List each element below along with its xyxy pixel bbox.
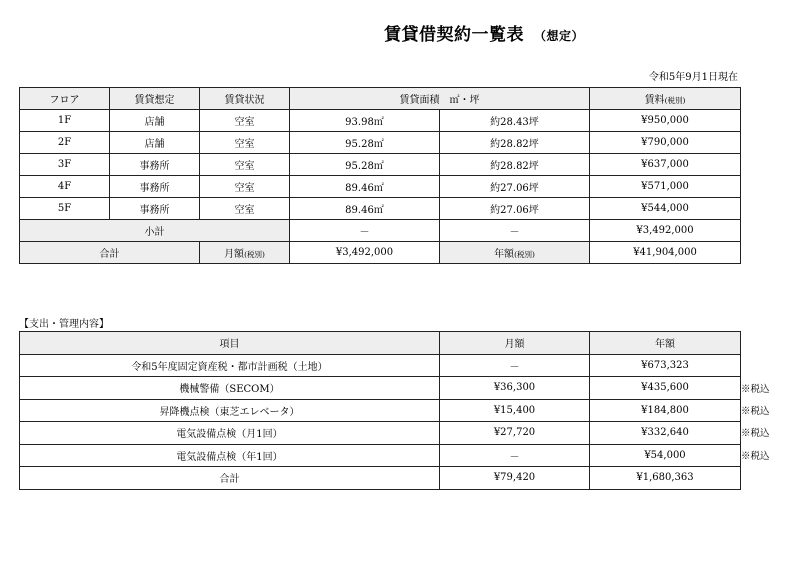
table-row bbox=[20, 399, 741, 422]
use-cell: 事務所 bbox=[110, 154, 200, 176]
tax-note: ※税込 bbox=[741, 406, 770, 417]
area-tsubo-cell: 約27.06坪 bbox=[440, 198, 590, 220]
item-cell: 機械警備（SECOM） bbox=[20, 377, 440, 400]
status-cell: 空室 bbox=[200, 154, 290, 176]
rent-header-row bbox=[20, 88, 741, 110]
header-rent bbox=[590, 88, 741, 110]
area-tsubo-cell: 約28.82坪 bbox=[440, 154, 590, 176]
table-row bbox=[20, 377, 741, 400]
title-note: （想定） bbox=[534, 29, 585, 43]
status-cell: 空室 bbox=[200, 198, 290, 220]
status-cell: 空室 bbox=[200, 176, 290, 198]
as-of-date: 令和5年9月1日現在 bbox=[648, 72, 738, 83]
use-cell: 事務所 bbox=[110, 176, 200, 198]
subtotal-rent: ¥3,492,000 bbox=[590, 220, 741, 242]
subtotal-area-m2: － bbox=[290, 220, 440, 242]
floor-cell: 4F bbox=[20, 176, 110, 198]
area-m2-cell: 93.98㎡ bbox=[290, 110, 440, 132]
header-annual: 年額 bbox=[590, 332, 741, 355]
monthly-cell: ¥27,720 bbox=[440, 422, 590, 445]
header-use: 賃貸想定 bbox=[110, 88, 200, 110]
monthly-cell: － bbox=[440, 444, 590, 467]
monthly-cell: ¥15,400 bbox=[440, 399, 590, 422]
status-cell: 空室 bbox=[200, 132, 290, 154]
annual-value: ¥41,904,000 bbox=[590, 242, 741, 264]
expenses-total-monthly: ¥79,420 bbox=[440, 467, 590, 490]
rent-table bbox=[19, 87, 741, 264]
area-tsubo-cell: 約28.82坪 bbox=[440, 132, 590, 154]
rent-cell: ¥571,000 bbox=[590, 176, 741, 198]
rent-cell: ¥790,000 bbox=[590, 132, 741, 154]
tax-note: ※税込 bbox=[741, 451, 770, 462]
annual-cell: ¥54,000 bbox=[590, 444, 741, 467]
item-cell: 昇降機点検（東芝エレベータ） bbox=[20, 399, 440, 422]
annual-cell: ¥673,323 bbox=[590, 354, 741, 377]
item-cell: 電気設備点検（月1回） bbox=[20, 422, 440, 445]
expenses-total-label: 合計 bbox=[20, 467, 440, 490]
floor-cell: 2F bbox=[20, 132, 110, 154]
floor-cell: 1F bbox=[20, 110, 110, 132]
annual-label bbox=[440, 242, 590, 264]
rent-cell: ¥950,000 bbox=[590, 110, 741, 132]
subtotal-row bbox=[20, 220, 741, 242]
expenses-header-row bbox=[20, 332, 741, 355]
area-tsubo-cell: 約28.43坪 bbox=[440, 110, 590, 132]
area-tsubo-cell: 約27.06坪 bbox=[440, 176, 590, 198]
total-row bbox=[20, 242, 741, 264]
header-rent-label: 賃料 bbox=[644, 95, 665, 106]
annual-label-text: 年額 bbox=[494, 249, 515, 260]
monthly-label-note: (税別) bbox=[244, 250, 265, 259]
item-cell: 令和5年度固定資産税・都市計画税（土地） bbox=[20, 354, 440, 377]
monthly-value: ¥3,492,000 bbox=[290, 242, 440, 264]
tax-note: ※税込 bbox=[741, 428, 770, 439]
table-row bbox=[20, 132, 741, 154]
expenses-total-annual: ¥1,680,363 bbox=[590, 467, 741, 490]
table-row bbox=[20, 198, 741, 220]
total-label: 合計 bbox=[20, 242, 200, 264]
use-cell: 店舗 bbox=[110, 110, 200, 132]
tax-note: ※税込 bbox=[741, 384, 770, 395]
expenses-total-row bbox=[20, 467, 741, 490]
subtotal-label: 小計 bbox=[20, 220, 290, 242]
expenses-table bbox=[19, 331, 741, 490]
item-cell: 電気設備点検（年1回） bbox=[20, 444, 440, 467]
header-status: 賃貸状況 bbox=[200, 88, 290, 110]
table-row bbox=[20, 176, 741, 198]
table-row bbox=[20, 154, 741, 176]
area-m2-cell: 95.28㎡ bbox=[290, 132, 440, 154]
header-floor: フロア bbox=[20, 88, 110, 110]
area-m2-cell: 95.28㎡ bbox=[290, 154, 440, 176]
monthly-label-text: 月額 bbox=[224, 249, 245, 260]
annual-cell: ¥332,640 bbox=[590, 422, 741, 445]
table-row bbox=[20, 354, 741, 377]
table-row bbox=[20, 422, 741, 445]
header-monthly: 月額 bbox=[440, 332, 590, 355]
annual-label-note: (税別) bbox=[514, 250, 535, 259]
table-row bbox=[20, 110, 741, 132]
annual-cell: ¥435,600 bbox=[590, 377, 741, 400]
header-rent-note: (税別) bbox=[664, 96, 686, 105]
monthly-label bbox=[200, 242, 290, 264]
use-cell: 店舗 bbox=[110, 132, 200, 154]
rent-cell: ¥544,000 bbox=[590, 198, 741, 220]
floor-cell: 5F bbox=[20, 198, 110, 220]
page-title bbox=[384, 20, 584, 45]
monthly-cell: － bbox=[440, 354, 590, 377]
header-area: 賃貸面積 ㎡・坪 bbox=[290, 88, 590, 110]
annual-cell: ¥184,800 bbox=[590, 399, 741, 422]
subtotal-area-tsubo: － bbox=[440, 220, 590, 242]
title-text: 賃貸借契約一覧表 bbox=[384, 25, 524, 45]
rent-cell: ¥637,000 bbox=[590, 154, 741, 176]
area-m2-cell: 89.46㎡ bbox=[290, 198, 440, 220]
use-cell: 事務所 bbox=[110, 198, 200, 220]
header-item: 項目 bbox=[20, 332, 440, 355]
status-cell: 空室 bbox=[200, 110, 290, 132]
floor-cell: 3F bbox=[20, 154, 110, 176]
table-row bbox=[20, 444, 741, 467]
area-m2-cell: 89.46㎡ bbox=[290, 176, 440, 198]
monthly-cell: ¥36,300 bbox=[440, 377, 590, 400]
expenses-section-label: 【支出・管理内容】 bbox=[19, 319, 109, 330]
